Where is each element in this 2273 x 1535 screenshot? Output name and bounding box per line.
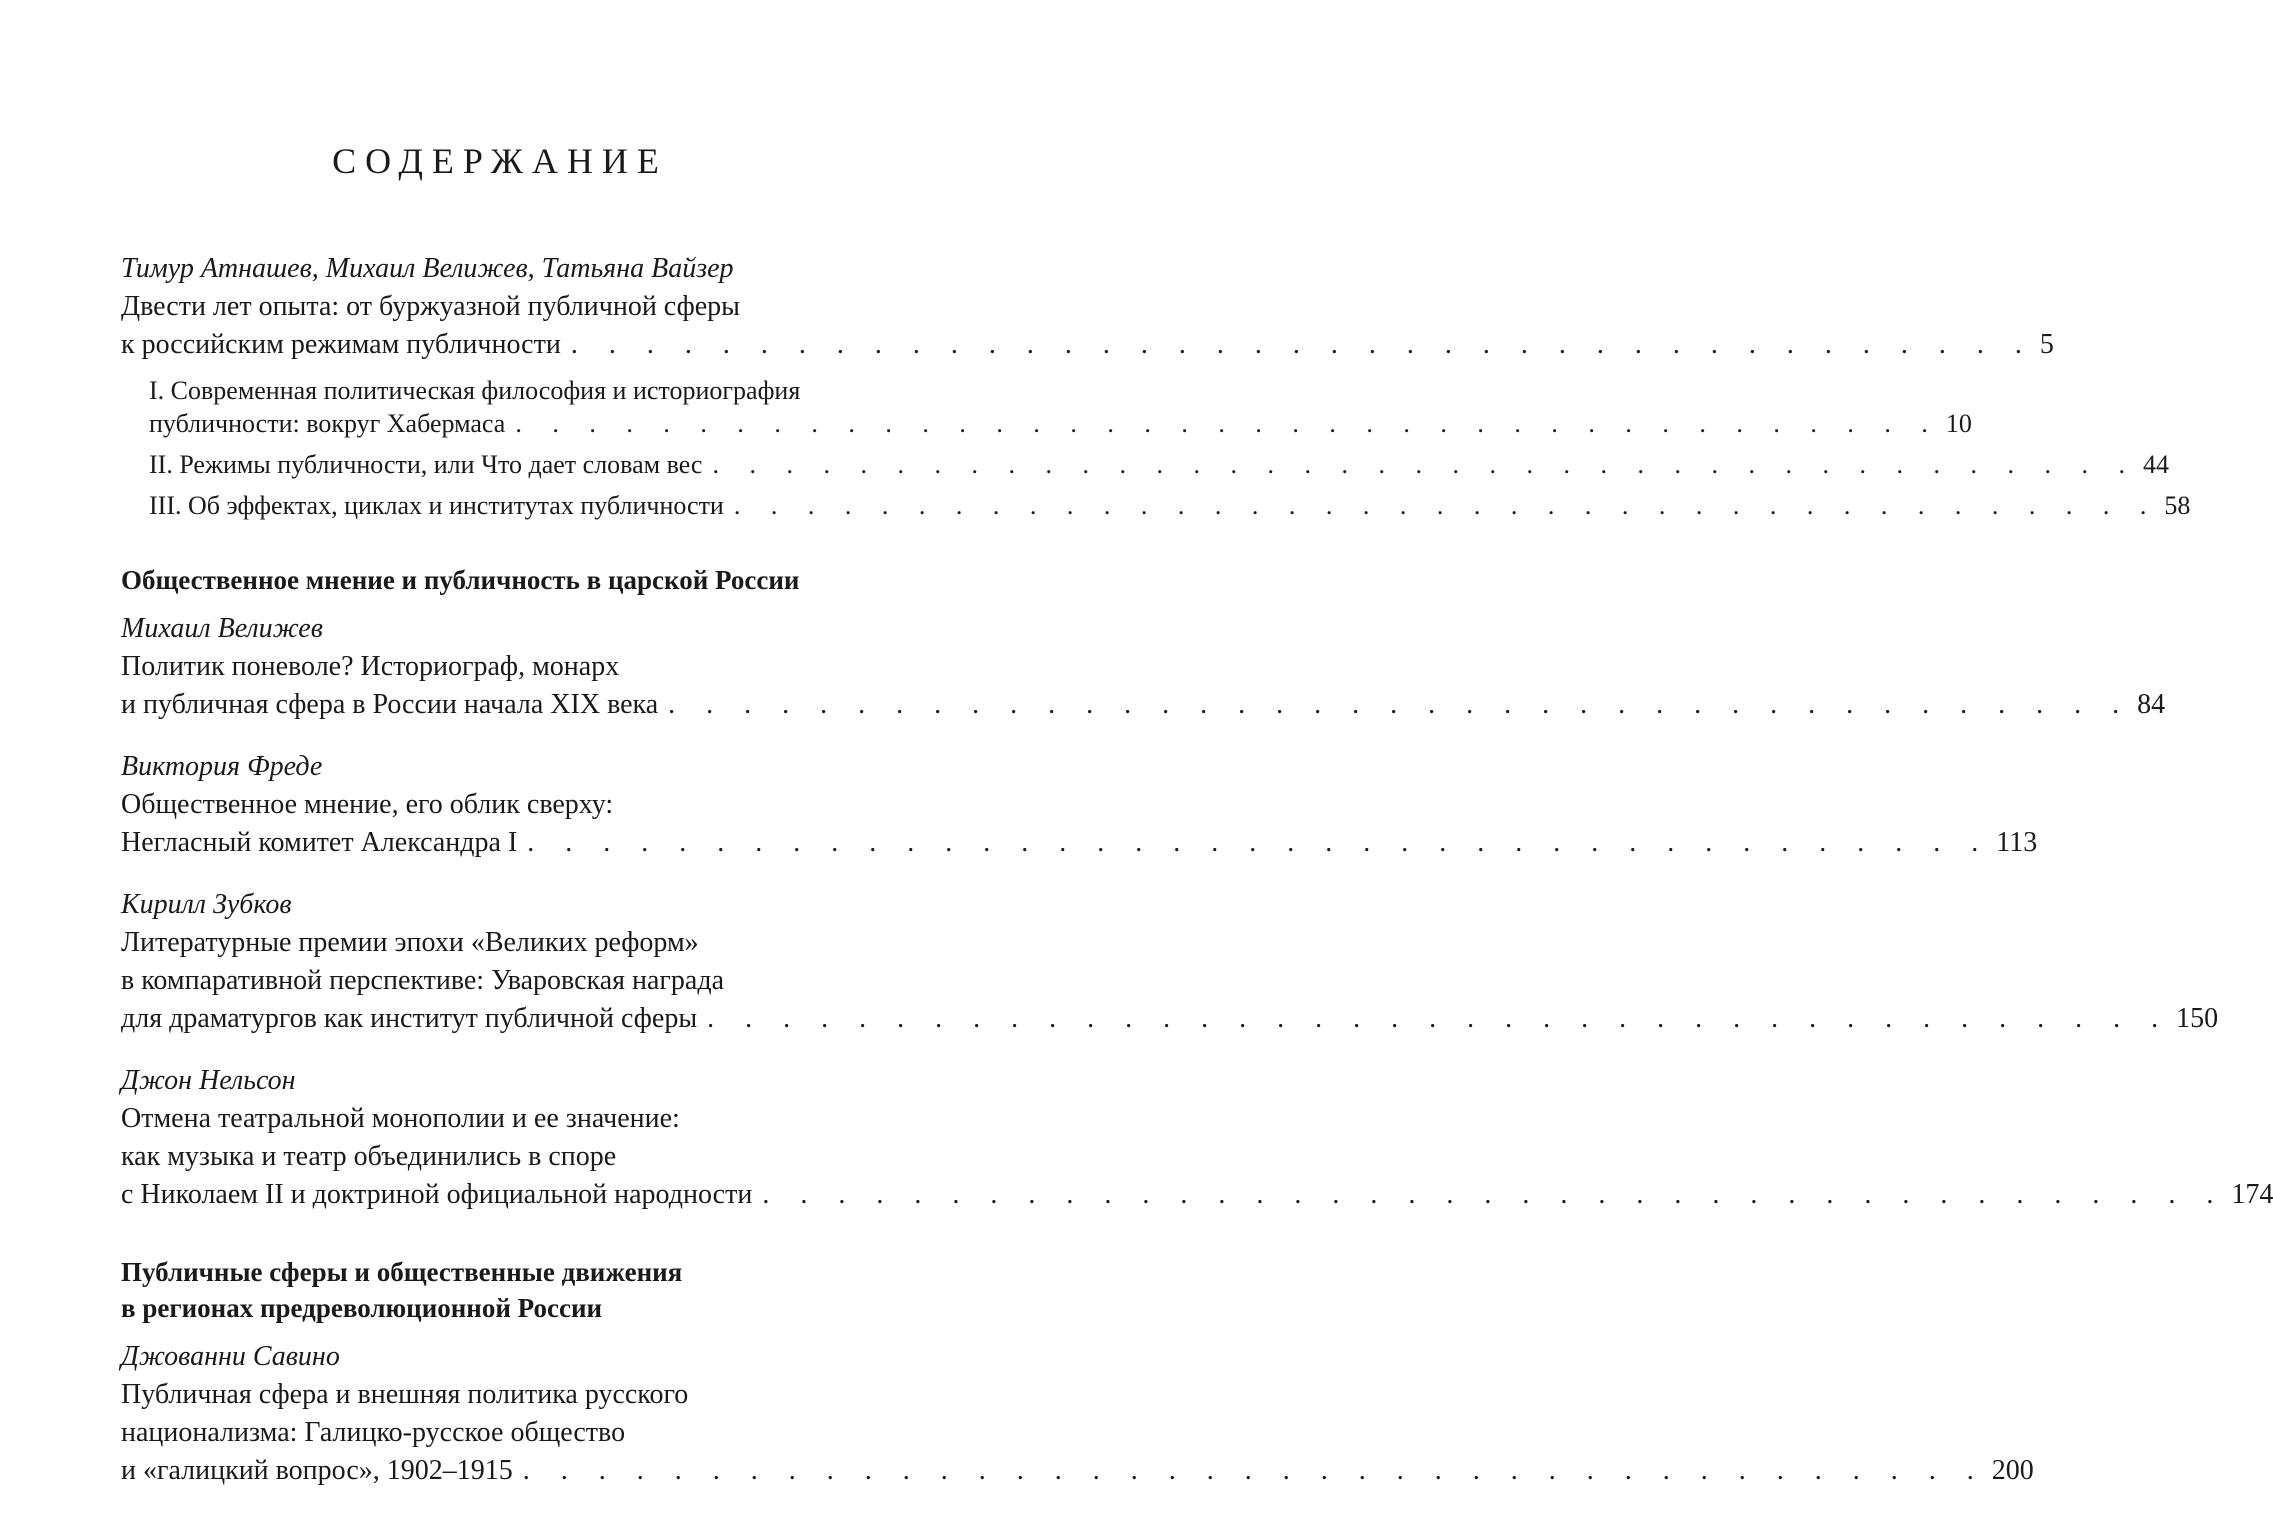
toc-section [121, 1254, 2034, 1490]
entry-title-line: в компаративной перспективе: Уваровская награда [121, 965, 724, 996]
page-number: 113 [1996, 827, 2038, 858]
entry-author: Джованни Савино [121, 1341, 340, 1372]
dot-leader: . . . . . . . . . . . . . . . . . . . . . . . . . . . . . . . . . . . . . . . [707, 1003, 2171, 1034]
dot-leader: . . . . . . . . . . . . . . . . . . . . . . . . . . . . . . . . . . . . . . . [527, 827, 1991, 858]
entry-title-text: к российским режимам публичности [121, 329, 561, 360]
entry-author: Виктория Фреде [121, 751, 323, 782]
subentry-last [149, 407, 1972, 440]
entry-title-line: Отмена театральной монополии и ее значение: [121, 1103, 680, 1134]
page-number: 44 [2142, 450, 2169, 479]
dot-leader: . . . . . . . . . . . . . . . . . . . . . . . . . . . . . . . . . . . . . . . [733, 491, 2159, 520]
dot-leader: . . . . . . . . . . . . . . . . . . . . . . . . . . . . . . . . . . . . . . . [522, 1455, 1986, 1486]
toc-entry [121, 1338, 2034, 1490]
toc-content [121, 250, 2273, 1514]
entry-title-line: Общественное мнение, его облик сверху: [121, 789, 614, 820]
entry-author: Джон Нельсон [121, 1065, 296, 1096]
page-number: 5 [2039, 329, 2054, 360]
subentry-text: публичности: вокруг Хабермаса [149, 409, 506, 438]
subentry-last [149, 489, 2191, 522]
toc-entry-intro [121, 250, 2191, 522]
section-title: Публичные сферы и общественные движения [121, 1257, 683, 1287]
subentry-text: III. Об эффектах, циклах и институтах публичности [149, 491, 724, 520]
entry-title-last [121, 326, 2054, 364]
toc-entry [121, 748, 2038, 862]
dot-leader: . . . . . . . . . . . . . . . . . . . . . . . . . . . . . . . . . . . . . . . [712, 450, 2137, 479]
subentry-line: I. Современная политическая философия и историография [149, 376, 801, 405]
dot-leader: . . . . . . . . . . . . . . . . . . . . . . . . . . . . . . . . . . . . . . . [515, 409, 1940, 438]
page-number: 174 [2231, 1179, 2273, 1210]
entry-title-text: для драматургов как институт публичной сферы [121, 1003, 698, 1034]
entry-title-line: как музыка и театр объединились в споре [121, 1141, 617, 1172]
toc-entry [121, 610, 2166, 724]
subentry-text: II. Режимы публичности, или Что дает словам вес [149, 450, 703, 479]
page-number: 84 [2137, 689, 2166, 720]
toc-subentry [149, 374, 1972, 440]
entry-title-line: национализма: Галицко-русское общество [121, 1417, 626, 1448]
page-number: 150 [2176, 1003, 2219, 1034]
entry-author: Тимур Атнашев, Михаил Велижев, Татьяна Вайзер [121, 253, 734, 284]
page-number: 200 [1991, 1455, 2034, 1486]
toc-entry [121, 1062, 2273, 1214]
entry-title-line: Политик поневоле? Историограф, монарх [121, 651, 620, 682]
entry-title-last [121, 1452, 2034, 1490]
entry-title-text: и публичная сфера в России начала XIX века [121, 689, 659, 720]
entry-title-line: Публичная сфера и внешняя политика русского [121, 1379, 689, 1410]
entry-title-line: Литературные премии эпохи «Великих реформ» [121, 927, 699, 958]
entry-author: Михаил Велижев [121, 613, 323, 644]
toc-section [121, 562, 2273, 1214]
dot-leader: . . . . . . . . . . . . . . . . . . . . . . . . . . . . . . . . . . . . . . . [570, 329, 2034, 360]
page-number: 58 [2164, 491, 2191, 520]
entry-title-last [121, 686, 2166, 724]
entry-title-last [121, 1000, 2219, 1038]
entry-title-last [121, 824, 2038, 862]
page-title: СОДЕРЖАНИЕ [332, 141, 668, 181]
toc-subentry [149, 448, 2169, 481]
page-number: 10 [1945, 409, 1972, 438]
section-title: Общественное мнение и публичность в царской России [121, 565, 800, 595]
section-title: в регионах предреволюционной России [121, 1293, 603, 1323]
entry-title-text: Негласный комитет Александра I [121, 827, 518, 858]
entry-title-text: с Николаем II и доктриной официальной народности [121, 1179, 753, 1210]
toc-entry [121, 886, 2219, 1038]
dot-leader: . . . . . . . . . . . . . . . . . . . . . . . . . . . . . . . . . . . . . . . [762, 1179, 2226, 1210]
entry-title-last [121, 1176, 2273, 1214]
entry-author: Кирилл Зубков [121, 889, 292, 920]
dot-leader: . . . . . . . . . . . . . . . . . . . . . . . . . . . . . . . . . . . . . . . [668, 689, 2132, 720]
subentry-last [149, 448, 2169, 481]
entry-title-line: Двести лет опыта: от буржуазной публичной сферы [121, 291, 740, 322]
toc-subentry [149, 489, 2191, 522]
entry-title-text: и «галицкий вопрос», 1902–1915 [121, 1455, 513, 1486]
